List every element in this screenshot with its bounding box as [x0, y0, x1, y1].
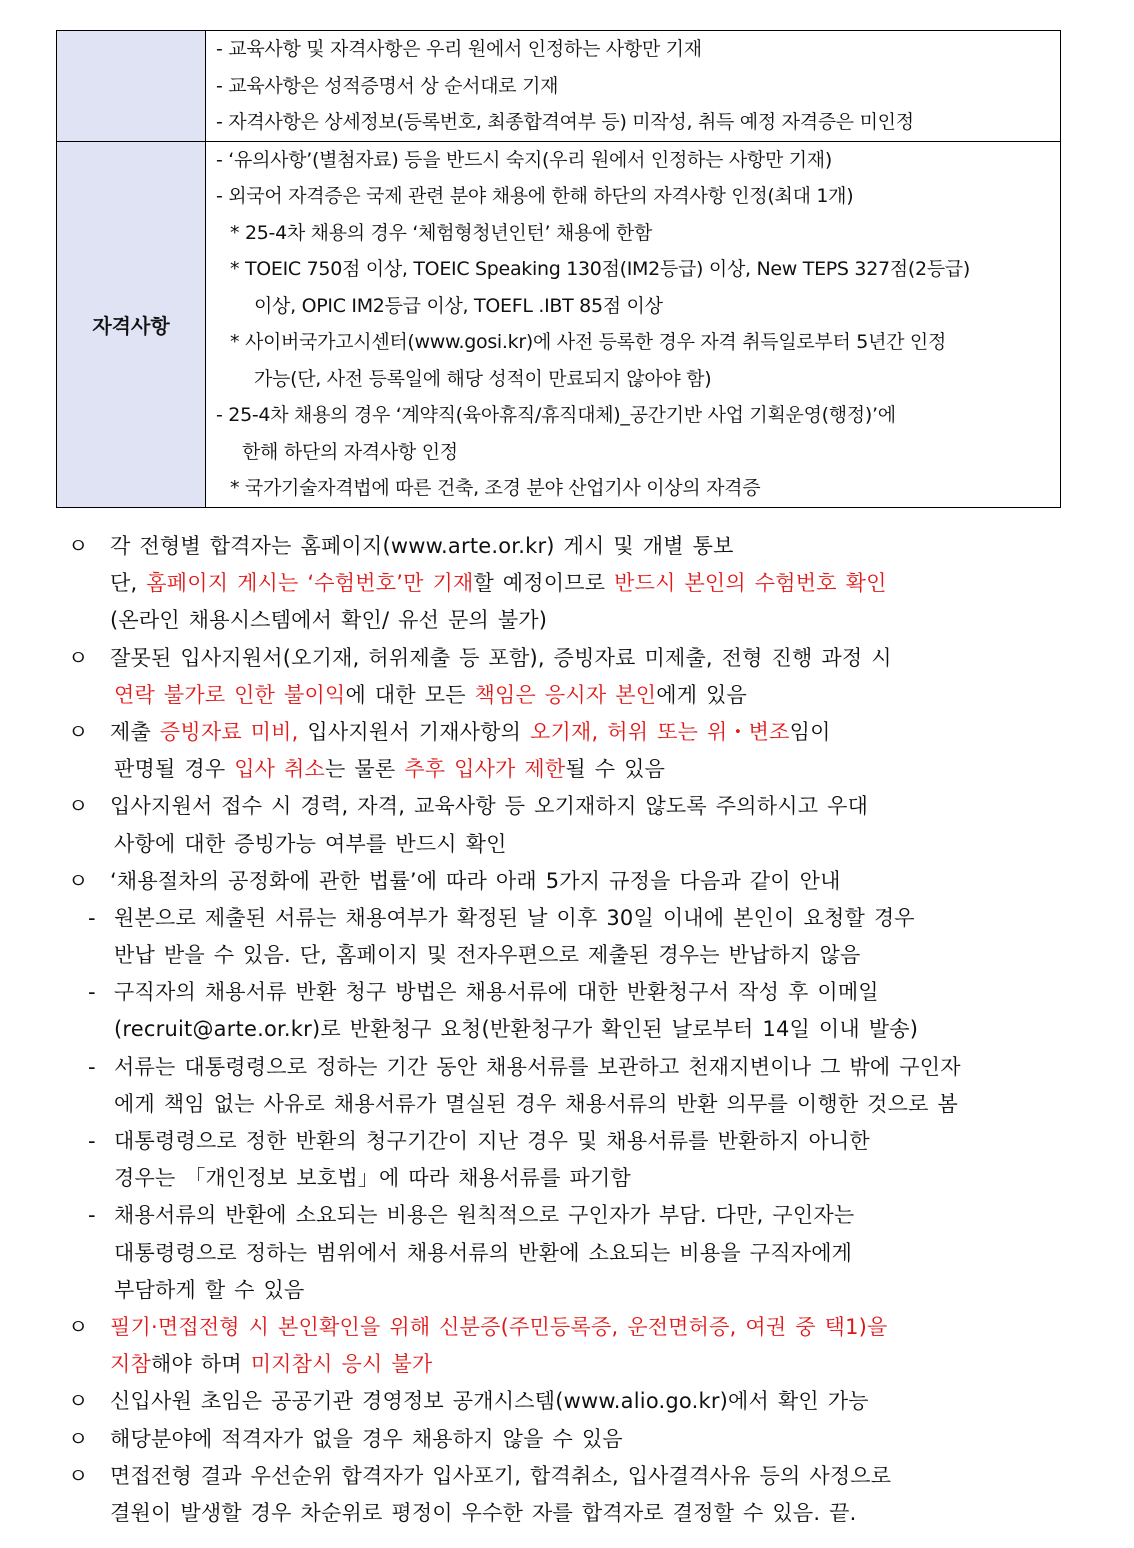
table-line: - ‘유의사항’(별첨자료) 등을 반드시 숙지(우리 원에서 인정하는 사항만 기재) — [216, 148, 832, 171]
notice-highlight: 추후 입사가 제한 — [404, 757, 566, 782]
notice-text: 해당분야에 적격자가 없을 경우 채용하지 않을 수 있음 — [110, 1426, 623, 1451]
notice-highlight: 미지참시 응시 불가 — [250, 1352, 433, 1377]
notice-highlight: 연락 불가로 인한 불이익 — [114, 682, 346, 707]
notice-text: 될 수 있음 — [565, 757, 666, 782]
table-line: - 자격사항은 상세정보(등록번호, 최종합격여부 등) 미작성, 취득 예정 자격증은 미인정 — [216, 111, 914, 133]
table-line: * 국가기술자격법에 따른 건축, 조경 분야 산업기사 이상의 자격증 — [230, 477, 761, 499]
notice-line — [68, 1086, 1068, 1123]
dash-icon: - — [88, 1129, 96, 1153]
notice-text: 경우는 「개인정보 보호법」에 따라 채용서류를 파기함 — [114, 1166, 631, 1191]
notice-line — [68, 565, 1068, 602]
table-line: - 외국어 자격증은 국제 관련 분야 채용에 한해 하단의 자격사항 인정(최대 1개) — [216, 185, 854, 207]
notice-item — [68, 1458, 1068, 1495]
notice-item — [68, 528, 1068, 565]
notice-text: 채용서류의 반환에 소요되는 비용은 원칙적으로 구인자가 부담. 다만, 구인자는 — [114, 1203, 855, 1228]
dash-icon: - — [88, 1203, 96, 1228]
qualification-table — [56, 30, 1061, 508]
notice-text: 결원이 발생할 경우 차순위로 평정이 우수한 자를 합격자로 결정할 수 있음. 끝. — [110, 1500, 857, 1525]
bullet-icon: ㅇ — [68, 719, 89, 744]
dash-icon: - — [88, 1054, 96, 1079]
qualification-notes-cell — [206, 141, 1061, 507]
notice-item — [68, 1421, 1068, 1458]
table-line: - 교육사항은 성적증명서 상 순서대로 기재 — [216, 74, 559, 97]
notice-text: 면접전형 결과 우선순위 합격자가 입사포기, 합격취소, 입사결격사유 등의 사정으로 — [110, 1463, 892, 1488]
notice-highlight: 오기재, 허위 또는 위・변조 — [530, 719, 790, 744]
notice-line — [68, 1160, 1068, 1197]
notice-text: 입사지원서 기재사항의 — [298, 719, 531, 744]
table-line: - 25-4차 채용의 경우 ‘계약직(육아휴직/휴직대체)_공간기반 사업 기획운영(행정)’에 — [216, 404, 896, 426]
notice-text: 임이 — [789, 719, 831, 744]
bullet-icon: ㅇ — [68, 534, 89, 558]
notice-item — [68, 863, 1068, 900]
notice-highlight: 홈페이지 게시는 ‘수험번호’만 기재 — [146, 571, 474, 596]
notice-subitem — [68, 900, 1068, 937]
bullet-icon: ㅇ — [68, 1389, 89, 1414]
notice-subitem — [68, 1049, 1068, 1086]
notice-text: (온라인 채용시스템에서 확인/ 유선 문의 불가) — [110, 608, 548, 633]
bullet-icon: ㅇ — [68, 868, 89, 893]
qualification-header: 자격사항 — [57, 141, 206, 507]
bullet-icon: ㅇ — [68, 645, 89, 670]
notice-text: 원본으로 제출된 서류는 채용여부가 확정된 날 이후 30일 이내에 본인이 요청할 경우 — [114, 905, 915, 930]
notice-text: 는 물론 — [325, 757, 405, 782]
notice-text: 신입사원 초임은 공공기관 경영정보 공개시스템(www.alio.go.kr)에서 확인 가능 — [110, 1389, 869, 1414]
notice-item — [68, 788, 1068, 825]
notice-text: 해야 하며 — [150, 1352, 251, 1377]
notice-text: 제출 — [110, 719, 160, 744]
bullet-icon: ㅇ — [68, 1426, 89, 1451]
table-line: - 교육사항 및 자격사항은 우리 원에서 인정하는 사항만 기재 — [216, 38, 702, 60]
bullet-icon: ㅇ — [68, 1314, 89, 1339]
notice-line — [68, 1235, 1068, 1272]
notice-text: 대통령령으로 정하는 범위에서 채용서류의 반환에 소요되는 비용을 구직자에게 — [114, 1240, 853, 1265]
notice-item — [68, 1309, 1068, 1346]
notice-text: 구직자의 채용서류 반환 청구 방법은 채용서류에 대한 반환청구서 작성 후 이메일 — [114, 980, 879, 1005]
notice-text: 에 대한 모든 — [345, 682, 475, 707]
table-row — [57, 31, 1061, 142]
notice-text: (recruit@arte.or.kr)로 반환청구 요청(반환청구가 확인된 날로부터 14일 이내 발송) — [114, 1017, 919, 1042]
notice-item — [68, 714, 1068, 751]
notice-text: 대통령령으로 정한 반환의 청구기간이 지난 경우 및 채용서류를 반환하지 아니한 — [114, 1129, 870, 1153]
table-line: 한해 하단의 자격사항 인정 — [242, 440, 458, 463]
notice-text: 잘못된 입사지원서(오기재, 허위제출 등 포함), 증빙자료 미제출, 전형 진행 과정 시 — [110, 645, 892, 670]
notice-line — [68, 1272, 1068, 1309]
notice-text: ‘채용절차의 공정화에 관한 법률’에 따라 아래 5가지 규정을 다음과 같이 안내 — [110, 868, 841, 893]
notice-text: 에게 책임 없는 사유로 채용서류가 멸실된 경우 채용서류의 반환 의무를 이행한 것으로 봄 — [114, 1091, 958, 1116]
notice-text: 반납 받을 수 있음. 단, 홈페이지 및 전자우편으로 제출된 경우는 반납하지 않음 — [114, 943, 861, 968]
notice-line — [68, 1346, 1068, 1383]
table-line: * TOEIC 750점 이상, TOEIC Speaking 130점(IM2등급) 이상, New TEPS 327점(2등급) — [230, 258, 970, 280]
notice-line — [68, 677, 1068, 714]
notice-line — [68, 937, 1068, 974]
notice-text: 사항에 대한 증빙가능 여부를 반드시 확인 — [114, 831, 507, 856]
notice-line — [68, 826, 1068, 863]
table-line: 가능(단, 사전 등록일에 해당 성적이 만료되지 않아야 함) — [254, 367, 712, 390]
notice-subitem — [68, 1123, 1068, 1160]
notice-subitem — [68, 974, 1068, 1011]
bullet-icon: ㅇ — [68, 794, 89, 819]
table-line: 이상, OPIC IM2등급 이상, TOEFL .IBT 85점 이상 — [254, 294, 663, 317]
education-notes-cell — [206, 31, 1061, 142]
notice-text: 판명될 경우 — [114, 757, 235, 782]
notice-line — [68, 602, 1068, 639]
notice-highlight: 입사 취소 — [234, 757, 326, 782]
notice-text: 단, — [110, 571, 147, 596]
notice-text: 서류는 대통령령으로 정하는 기간 동안 채용서류를 보관하고 천재지변이나 그 밖에 구인자 — [114, 1054, 961, 1079]
notice-line — [68, 1011, 1068, 1048]
bullet-icon: ㅇ — [68, 1463, 89, 1488]
notice-line — [68, 1495, 1068, 1532]
table-line: * 사이버국가고시센터(www.gosi.kr)에 사전 등록한 경우 자격 취득일로부터 5년간 인정 — [230, 331, 947, 353]
notice-list — [68, 528, 1068, 1532]
dash-icon: - — [88, 905, 96, 930]
notice-text: 에게 있음 — [656, 682, 748, 707]
notice-text: 각 전형별 합격자는 홈페이지(www.arte.or.kr) 게시 및 개별 통보 — [110, 534, 734, 558]
notice-item — [68, 640, 1068, 677]
notice-text: 부담하게 할 수 있음 — [114, 1277, 305, 1302]
table-row — [57, 141, 1061, 507]
notice-highlight: 반드시 본인의 수험번호 확인 — [614, 571, 887, 596]
notice-item — [68, 1383, 1068, 1420]
row-header-empty — [57, 31, 206, 142]
notice-line — [68, 751, 1068, 788]
notice-highlight: 지참 — [110, 1352, 151, 1377]
notice-text: 입사지원서 접수 시 경력, 자격, 교육사항 등 오기재하지 않도록 주의하시고 우대 — [110, 794, 869, 819]
notice-text: 할 예정이므로 — [473, 571, 615, 596]
notice-highlight: 필기·면접전형 시 본인확인을 위해 신분증(주민등록증, 운전면허증, 여권 중 택1)을 — [110, 1314, 888, 1339]
notice-highlight: 증빙자료 미비, — [159, 719, 299, 744]
notice-highlight: 책임은 응시자 본인 — [474, 682, 657, 707]
table-line: * 25-4차 채용의 경우 ‘체험형청년인턴’ 채용에 한함 — [230, 221, 653, 244]
dash-icon: - — [88, 980, 96, 1005]
notice-subitem — [68, 1197, 1068, 1234]
